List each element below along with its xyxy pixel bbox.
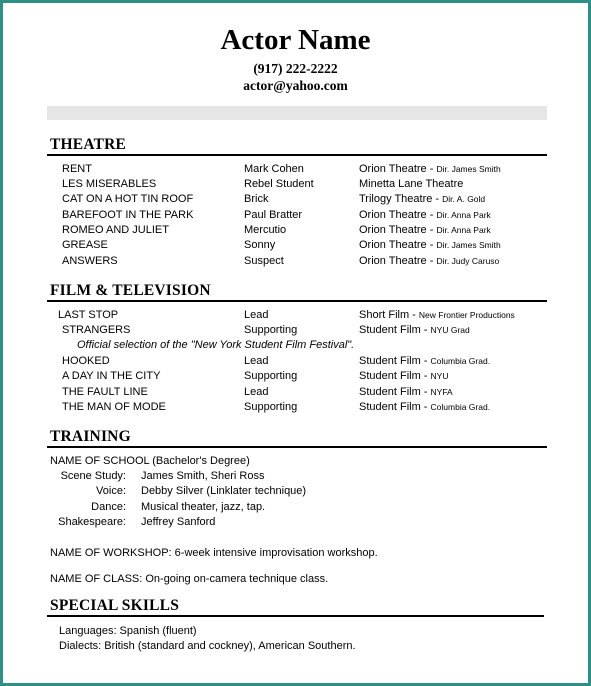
film-title: THE FAULT LINE [62,386,148,398]
dialects-line: Dialects: British (standard and cockney), American Southern. [59,640,356,652]
show-title: RENT [62,163,92,175]
venue: Orion Theatre - Dir. Anna Park [359,224,491,236]
role: Rebel Student [244,178,314,190]
show-title: ROMEO AND JULIET [62,224,169,236]
training-value: Musical theater, jazz, tap. [141,501,266,513]
table-row [3,178,588,194]
training-label: Voice: [96,485,126,497]
section-rule-theatre [47,154,547,156]
section-rule-film [47,300,547,302]
film-title: STRANGERS [62,324,131,336]
venue: Orion Theatre - Dir. Judy Caruso [359,255,500,267]
header-band [47,106,547,120]
list-item [3,516,588,532]
table-row [3,193,588,209]
table-row [3,209,588,225]
section-rule-training [47,446,547,448]
resume-page [3,3,588,683]
venue: Student Film - Columbia Grad. [359,401,491,413]
phone-number: (917) 222-2222 [253,61,338,76]
table-row [3,355,588,371]
training-label: Dance: [91,501,126,513]
show-title: ANSWERS [62,255,118,267]
list-item [3,501,588,517]
role: Sonny [244,239,276,251]
venue: Orion Theatre - Dir. James Smith [359,239,501,251]
list-item [3,485,588,501]
training-label: Scene Study: [60,470,126,482]
workshop-line: NAME OF WORKSHOP: 6-week intensive improvisation workshop. [50,547,378,559]
role: Lead [244,386,269,398]
venue: Student Film - NYFA [359,386,453,398]
table-row [3,309,588,325]
section-title-film: FILM & TELEVISION [50,282,211,299]
role: Brick [244,193,269,205]
table-row [3,401,588,417]
venue: Trilogy Theatre - Dir. A. Gold [359,193,486,205]
show-title: GREASE [62,239,108,251]
venue: Orion Theatre - Dir. Anna Park [359,209,491,221]
festival-note: Official selection of the "New York Student Film Festival". [77,339,355,351]
table-row [3,255,588,271]
venue: Student Film - Columbia Grad. [359,355,491,367]
section-title-skills: SPECIAL SKILLS [50,597,180,614]
venue: Student Film - NYU [359,370,449,382]
email-address: actor@yahoo.com [243,78,348,93]
role: Suspect [244,255,284,267]
role: Supporting [244,324,298,336]
role: Mark Cohen [244,163,304,175]
show-title: BAREFOOT IN THE PARK [62,209,194,221]
training-value: Jeffrey Sanford [141,516,216,528]
film-note-row [3,339,588,355]
role: Mercutio [244,224,287,236]
film-title: THE MAN OF MODE [62,401,166,413]
section-title-training: TRAINING [50,428,131,445]
venue: Orion Theatre - Dir. James Smith [359,163,501,175]
table-row [3,324,588,340]
section-rule-skills [47,615,544,617]
table-row [3,239,588,255]
table-row [3,224,588,240]
actor-name: Actor Name [220,24,371,56]
class-line: NAME OF CLASS: On-going on-camera technique class. [50,573,329,585]
film-title: LAST STOP [58,309,119,321]
training-value: Debby Silver (Linklater technique) [141,485,307,497]
table-row [3,370,588,386]
languages-line: Languages: Spanish (fluent) [59,625,197,637]
section-title-theatre: THEATRE [50,136,127,153]
role: Supporting [244,401,298,413]
school-name: NAME OF SCHOOL (Bachelor's Degree) [50,455,250,467]
role: Paul Bratter [244,209,303,221]
training-label: Shakespeare: [58,516,126,528]
show-title: LES MISERABLES [62,178,157,190]
table-row [3,163,588,179]
film-title: A DAY IN THE CITY [62,370,161,382]
venue: Minetta Lane Theatre [359,178,464,190]
role: Lead [244,309,269,321]
film-title: HOOKED [62,355,110,367]
venue: Student Film - NYU Grad [359,324,470,336]
list-item [3,470,588,486]
table-row [3,386,588,402]
training-value: James Smith, Sheri Ross [141,470,265,482]
role: Lead [244,355,269,367]
role: Supporting [244,370,298,382]
venue: Short Film - New Frontier Productions [359,309,515,321]
show-title: CAT ON A HOT TIN ROOF [62,193,194,205]
